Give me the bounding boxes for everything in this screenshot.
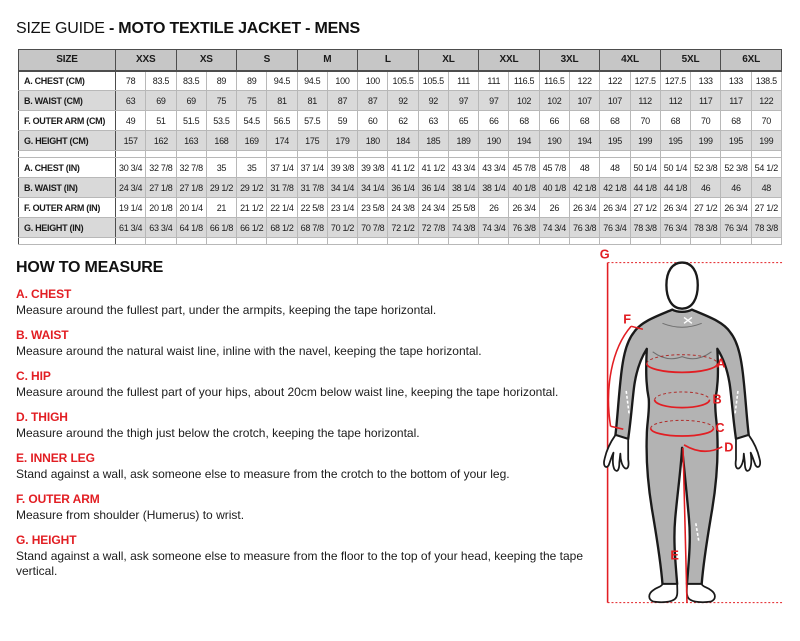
row-label: B. WAIST (CM) — [19, 91, 116, 111]
body-diagram-column — [588, 246, 784, 633]
measure-section-label: B. WAIST — [16, 328, 69, 342]
left-foot — [649, 584, 677, 602]
size-value-cell: 162 — [146, 131, 176, 151]
size-value-cell: 63 — [418, 111, 448, 131]
size-value-cell: 39 3/8 — [358, 158, 388, 178]
size-value-cell: 48 — [600, 158, 630, 178]
size-value-cell: 27 1/8 — [176, 178, 206, 198]
size-value-cell: 38 1/4 — [448, 178, 478, 198]
size-value-cell: 102 — [539, 91, 569, 111]
page-title-bold: - MOTO TEXTILE JACKET - MENS — [108, 20, 360, 37]
size-value-cell: 97 — [479, 91, 509, 111]
size-value-cell: 74 3/4 — [479, 218, 509, 238]
measure-section — [16, 492, 588, 523]
measure-section-label: A. CHEST — [16, 287, 72, 301]
size-value-cell: 24 3/4 — [418, 198, 448, 218]
size-value-cell: 26 3/4 — [569, 198, 599, 218]
size-value-cell: 199 — [751, 131, 781, 151]
size-value-cell: 76 3/4 — [721, 218, 751, 238]
size-value-cell: 89 — [237, 71, 267, 91]
size-value-cell: 94.5 — [267, 71, 297, 91]
size-value-cell: 36 1/4 — [388, 178, 418, 198]
size-value-cell: 26 3/4 — [600, 198, 630, 218]
size-header-xl: XL — [418, 50, 479, 71]
size-value-cell: 26 — [539, 198, 569, 218]
size-value-cell: 22 1/4 — [267, 198, 297, 218]
table-row — [19, 71, 782, 91]
size-value-cell: 48 — [751, 178, 781, 198]
size-value-cell: 43 3/4 — [479, 158, 509, 178]
size-value-cell: 69 — [176, 91, 206, 111]
size-value-cell: 68 — [569, 111, 599, 131]
measure-section — [16, 328, 588, 359]
size-value-cell: 195 — [721, 131, 751, 151]
row-label: G. HEIGHT (CM) — [19, 131, 116, 151]
size-value-cell: 168 — [206, 131, 236, 151]
size-value-cell: 27 1/8 — [146, 178, 176, 198]
size-value-cell: 54.5 — [237, 111, 267, 131]
size-value-cell: 76 3/8 — [509, 218, 539, 238]
size-value-cell: 94.5 — [297, 71, 327, 91]
figure-label-waist: B — [712, 391, 722, 407]
size-value-cell: 111 — [448, 71, 478, 91]
size-value-cell: 87 — [358, 91, 388, 111]
size-value-cell: 133 — [721, 71, 751, 91]
size-value-cell: 57.5 — [297, 111, 327, 131]
size-value-cell: 68 — [721, 111, 751, 131]
size-value-cell: 185 — [418, 131, 448, 151]
measure-section-text: Measure around the thigh just below the crotch, keeping the tape horizontal. — [16, 426, 420, 440]
size-value-cell: 81 — [297, 91, 327, 111]
size-value-cell: 34 1/4 — [358, 178, 388, 198]
size-value-cell: 195 — [600, 131, 630, 151]
row-label: A. CHEST (CM) — [19, 71, 116, 91]
measure-section-label: E. INNER LEG — [16, 451, 95, 465]
size-value-cell: 23 1/4 — [327, 198, 357, 218]
table-row — [19, 218, 782, 238]
size-value-cell: 38 1/4 — [479, 178, 509, 198]
size-value-cell: 21 1/2 — [237, 198, 267, 218]
size-value-cell: 29 1/2 — [237, 178, 267, 198]
size-value-cell: 138.5 — [751, 71, 781, 91]
measure-section-text: Stand against a wall, ask someone else to measure from the floor to the top of your head, keeping the tape vertical. — [16, 549, 584, 578]
size-value-cell: 36 1/4 — [418, 178, 448, 198]
size-value-cell: 30 3/4 — [116, 158, 146, 178]
size-value-cell: 29 1/2 — [206, 178, 236, 198]
how-to-measure-heading: HOW TO MEASURE — [16, 259, 164, 276]
size-value-cell: 56.5 — [267, 111, 297, 131]
size-value-cell: 52 3/8 — [691, 158, 721, 178]
row-label: A. CHEST (IN) — [19, 158, 116, 178]
size-value-cell: 62 — [388, 111, 418, 131]
size-value-cell: 111 — [479, 71, 509, 91]
size-value-cell: 75 — [206, 91, 236, 111]
size-value-cell: 70 7/8 — [358, 218, 388, 238]
size-header-5xl: 5XL — [660, 50, 721, 71]
size-value-cell: 27 1/2 — [691, 198, 721, 218]
size-header-xs: XS — [176, 50, 237, 71]
size-value-cell: 117 — [721, 91, 751, 111]
size-value-cell: 163 — [176, 131, 206, 151]
row-label: G. HEIGHT (IN) — [19, 218, 116, 238]
size-table — [18, 49, 782, 245]
how-to-measure-column — [0, 249, 588, 633]
size-value-cell: 100 — [327, 71, 357, 91]
size-value-cell: 50 1/4 — [660, 158, 690, 178]
measure-section — [16, 533, 588, 579]
size-value-cell: 60 — [358, 111, 388, 131]
size-value-cell: 68 — [600, 111, 630, 131]
size-value-cell: 81 — [267, 91, 297, 111]
size-value-cell: 122 — [569, 71, 599, 91]
figure-label-chest: A — [716, 355, 726, 371]
size-value-cell: 72 1/2 — [388, 218, 418, 238]
measure-section — [16, 451, 588, 482]
size-value-cell: 40 1/8 — [539, 178, 569, 198]
size-value-cell: 66 1/8 — [206, 218, 236, 238]
size-header-3xl: 3XL — [539, 50, 600, 71]
size-value-cell: 37 1/4 — [297, 158, 327, 178]
figure-label-outer-arm: F — [623, 311, 632, 327]
size-value-cell: 43 3/4 — [448, 158, 478, 178]
table-row — [19, 158, 782, 178]
right-foot — [687, 584, 715, 602]
size-value-cell: 133 — [691, 71, 721, 91]
size-value-cell: 92 — [388, 91, 418, 111]
size-value-cell: 20 1/4 — [176, 198, 206, 218]
size-value-cell: 23 5/8 — [358, 198, 388, 218]
row-label: F. OUTER ARM (CM) — [19, 111, 116, 131]
size-value-cell: 190 — [539, 131, 569, 151]
size-value-cell: 44 1/8 — [660, 178, 690, 198]
table-row — [19, 111, 782, 131]
size-value-cell: 59 — [327, 111, 357, 131]
measure-section-text: Measure around the fullest part, under the armpits, keeping the tape horizontal. — [16, 303, 437, 317]
measure-section-label: G. HEIGHT — [16, 533, 77, 547]
size-value-cell: 66 — [539, 111, 569, 131]
measure-section-label: C. HIP — [16, 369, 51, 383]
body-measurement-diagram — [588, 243, 784, 633]
size-value-cell: 35 — [206, 158, 236, 178]
size-value-cell: 24 3/8 — [388, 198, 418, 218]
size-value-cell: 112 — [660, 91, 690, 111]
size-header-4xl: 4XL — [600, 50, 661, 71]
size-value-cell: 21 — [206, 198, 236, 218]
figure-label-thigh: D — [724, 439, 734, 455]
measure-section-text: Measure around the natural waist line, inline with the navel, keeping the tape horizontal. — [16, 344, 482, 358]
table-separator-row — [19, 151, 782, 158]
size-value-cell: 63 3/4 — [146, 218, 176, 238]
measure-section — [16, 287, 588, 318]
size-value-cell: 52 3/8 — [721, 158, 751, 178]
size-value-cell: 116.5 — [509, 71, 539, 91]
size-value-cell: 184 — [388, 131, 418, 151]
size-guide-page — [0, 20, 800, 641]
size-header-l: L — [358, 50, 419, 71]
size-value-cell: 42 1/8 — [569, 178, 599, 198]
size-value-cell: 83.5 — [146, 71, 176, 91]
size-value-cell: 195 — [660, 131, 690, 151]
size-value-cell: 42 1/8 — [600, 178, 630, 198]
size-value-cell: 46 — [721, 178, 751, 198]
size-value-cell: 107 — [600, 91, 630, 111]
measure-section — [16, 410, 588, 441]
measure-section-text: Measure from shoulder (Humerus) to wrist. — [16, 508, 245, 522]
size-value-cell: 78 3/8 — [691, 218, 721, 238]
size-header-xxs: XXS — [116, 50, 177, 71]
size-value-cell: 35 — [237, 158, 267, 178]
size-value-cell: 22 5/8 — [297, 198, 327, 218]
size-value-cell: 26 3/4 — [660, 198, 690, 218]
table-row — [19, 178, 782, 198]
size-value-cell: 31 7/8 — [267, 178, 297, 198]
page-title-regular: SIZE GUIDE — [16, 20, 109, 37]
size-value-cell: 179 — [327, 131, 357, 151]
size-value-cell: 70 — [751, 111, 781, 131]
size-value-cell: 190 — [479, 131, 509, 151]
size-value-cell: 27 1/2 — [751, 198, 781, 218]
measure-section — [16, 369, 588, 400]
size-value-cell: 68 7/8 — [297, 218, 327, 238]
size-value-cell: 157 — [116, 131, 146, 151]
size-value-cell: 122 — [751, 91, 781, 111]
right-hand — [736, 435, 761, 471]
size-value-cell: 51 — [146, 111, 176, 131]
row-label: F. OUTER ARM (IN) — [19, 198, 116, 218]
size-value-cell: 107 — [569, 91, 599, 111]
size-value-cell: 122 — [600, 71, 630, 91]
size-value-cell: 46 — [691, 178, 721, 198]
size-header-6xl: 6XL — [721, 50, 782, 71]
size-value-cell: 105.5 — [418, 71, 448, 91]
size-value-cell: 175 — [297, 131, 327, 151]
size-value-cell: 127.5 — [630, 71, 660, 91]
table-row — [19, 198, 782, 218]
size-value-cell: 70 — [691, 111, 721, 131]
size-value-cell: 19 1/4 — [116, 198, 146, 218]
size-value-cell: 66 1/2 — [237, 218, 267, 238]
size-value-cell: 100 — [358, 71, 388, 91]
size-value-cell: 76 3/8 — [569, 218, 599, 238]
size-value-cell: 78 3/8 — [630, 218, 660, 238]
size-value-cell: 64 1/8 — [176, 218, 206, 238]
figure-label-height: G — [599, 246, 610, 262]
size-value-cell: 97 — [448, 91, 478, 111]
size-value-cell: 78 3/8 — [751, 218, 781, 238]
size-value-cell: 68 — [660, 111, 690, 131]
size-value-cell: 117 — [691, 91, 721, 111]
size-value-cell: 53.5 — [206, 111, 236, 131]
size-column-header: SIZE — [19, 50, 116, 71]
size-value-cell: 87 — [327, 91, 357, 111]
size-value-cell: 48 — [569, 158, 599, 178]
lower-section — [0, 246, 800, 633]
head — [666, 263, 697, 309]
measure-section-label: F. OUTER ARM — [16, 492, 100, 506]
size-value-cell: 112 — [630, 91, 660, 111]
size-value-cell: 61 3/4 — [116, 218, 146, 238]
size-value-cell: 74 3/8 — [448, 218, 478, 238]
size-value-cell: 54 1/2 — [751, 158, 781, 178]
size-value-cell: 41 1/2 — [418, 158, 448, 178]
size-value-cell: 105.5 — [388, 71, 418, 91]
size-value-cell: 65 — [448, 111, 478, 131]
size-value-cell: 72 7/8 — [418, 218, 448, 238]
size-value-cell: 45 7/8 — [539, 158, 569, 178]
size-value-cell: 68 1/2 — [267, 218, 297, 238]
size-value-cell: 39 3/8 — [327, 158, 357, 178]
size-value-cell: 25 5/8 — [448, 198, 478, 218]
size-value-cell: 26 3/4 — [509, 198, 539, 218]
size-header-xxl: XXL — [479, 50, 540, 71]
size-value-cell: 189 — [448, 131, 478, 151]
size-value-cell: 32 7/8 — [176, 158, 206, 178]
size-value-cell: 44 1/8 — [630, 178, 660, 198]
size-value-cell: 76 3/4 — [660, 218, 690, 238]
size-value-cell: 89 — [206, 71, 236, 91]
size-value-cell: 20 1/8 — [146, 198, 176, 218]
size-value-cell: 27 1/2 — [630, 198, 660, 218]
size-header-s: S — [237, 50, 298, 71]
size-value-cell: 92 — [418, 91, 448, 111]
size-value-cell: 169 — [237, 131, 267, 151]
measure-section-text: Stand against a wall, ask someone else to measure from the crotch to the bottom of your leg. — [16, 467, 510, 481]
size-value-cell: 49 — [116, 111, 146, 131]
size-value-cell: 26 3/4 — [721, 198, 751, 218]
size-value-cell: 41 1/2 — [388, 158, 418, 178]
size-value-cell: 70 — [630, 111, 660, 131]
size-value-cell: 127.5 — [660, 71, 690, 91]
row-label: B. WAIST (IN) — [19, 178, 116, 198]
table-row — [19, 131, 782, 151]
size-value-cell: 199 — [691, 131, 721, 151]
size-value-cell: 194 — [569, 131, 599, 151]
size-value-cell: 51.5 — [176, 111, 206, 131]
size-value-cell: 75 — [237, 91, 267, 111]
size-value-cell: 26 — [479, 198, 509, 218]
size-value-cell: 32 7/8 — [146, 158, 176, 178]
size-value-cell: 83.5 — [176, 71, 206, 91]
measure-section-text: Measure around the fullest part of your hips, about 20cm below waist line, keeping the tape horizontal. — [16, 385, 559, 399]
size-value-cell: 68 — [509, 111, 539, 131]
size-value-cell: 50 1/4 — [630, 158, 660, 178]
page-title — [16, 20, 800, 38]
figure-label-hip: C — [715, 420, 725, 436]
size-value-cell: 31 7/8 — [297, 178, 327, 198]
figure-label-inner-leg: E — [670, 547, 679, 563]
size-value-cell: 37 1/4 — [267, 158, 297, 178]
size-value-cell: 76 3/4 — [600, 218, 630, 238]
measure-section-label: D. THIGH — [16, 410, 68, 424]
size-value-cell: 199 — [630, 131, 660, 151]
size-value-cell: 116.5 — [539, 71, 569, 91]
size-value-cell: 194 — [509, 131, 539, 151]
size-value-cell: 69 — [146, 91, 176, 111]
size-header-m: M — [297, 50, 358, 71]
size-value-cell: 24 3/4 — [116, 178, 146, 198]
size-value-cell: 78 — [116, 71, 146, 91]
size-value-cell: 40 1/8 — [509, 178, 539, 198]
size-value-cell: 45 7/8 — [509, 158, 539, 178]
size-value-cell: 102 — [509, 91, 539, 111]
size-value-cell: 70 1/2 — [327, 218, 357, 238]
size-value-cell: 63 — [116, 91, 146, 111]
size-value-cell: 174 — [267, 131, 297, 151]
table-row — [19, 91, 782, 111]
size-value-cell: 34 1/4 — [327, 178, 357, 198]
size-value-cell: 180 — [358, 131, 388, 151]
size-value-cell: 74 3/4 — [539, 218, 569, 238]
size-value-cell: 66 — [479, 111, 509, 131]
